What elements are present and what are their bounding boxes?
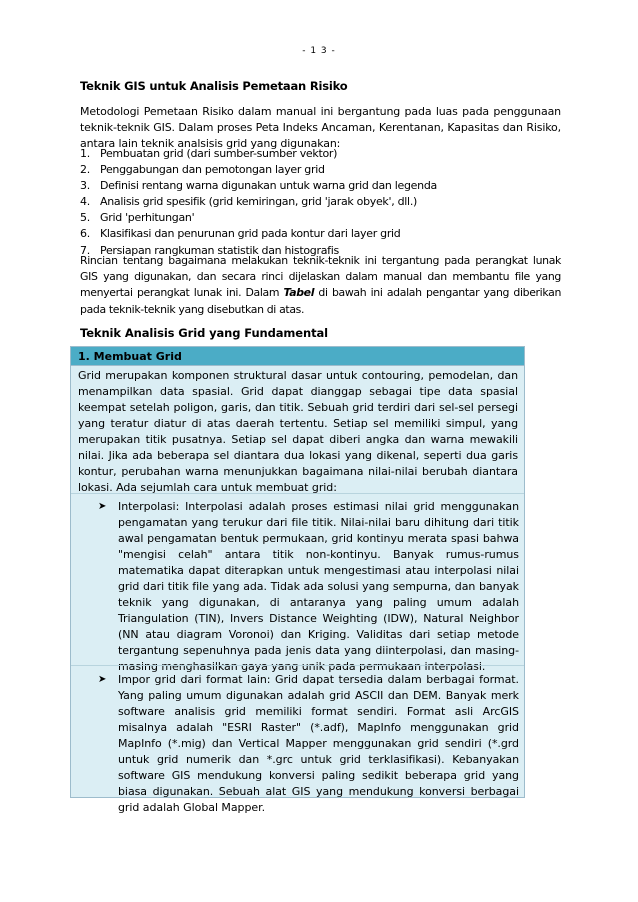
section-heading-grid-analysis: Teknik Analisis Grid yang Fundamental	[80, 326, 328, 340]
section-heading-gis-techniques: Teknik GIS untuk Analisis Pemetaan Risiko	[80, 79, 348, 93]
list-number: 7.	[80, 243, 90, 257]
list-text: Klasifikasi dan penurunan grid pada kontur dari layer grid	[100, 227, 401, 241]
technique-list	[80, 146, 550, 259]
list-item	[80, 146, 550, 162]
list-number: 5.	[80, 211, 90, 225]
bullet-text-interpolation: Interpolasi: Interpolasi adalah proses estimasi nilai grid menggunakan pengamatan yang terukur dari file titik. Nilai-nilai baru dihitung dari titik awal pengamatan bentuk permukaan, grid kontinyu merata spasi bahwa "mengisi celah" antara titik non-kontinyu. Banyak rumus-rumus matematika dapat diterapkan untuk mengestimasi atau interpolasi nilai grid dari titik file yang ada. Tidak ada solusi yang sempurna, dan banyak teknik yang digunakan, di antaranya yang paling umum adalah Triangulation (TIN), Invers Distance Weighting (IDW), Natural Neighbor (NN atau diagram Voronoi) dan Kriging. Validitas dari setiap metode tergantung sepenuhnya pada jenis data yang diinterpolasi, dan masing-masing menghasilkan gaya yang unik pada permukaan interpolasi.	[118, 500, 519, 673]
list-text: Grid 'perhitungan'	[100, 211, 195, 225]
list-text: Definisi rentang warna digunakan untuk warna grid dan legenda	[100, 179, 437, 193]
list-item	[98, 499, 519, 675]
arrow-right-icon: ➤	[98, 501, 107, 512]
table-intro-text: Grid merupakan komponen struktural dasar untuk contouring, pemodelan, dan menampilkan data spasial. Grid dapat dianggap sebagai tipe data spasial keempat setelah poligon, garis, dan titik. Sebuah grid terdiri dari sel-sel persegi yang teratur diatur di atas daerah tertentu. Setiap sel memiliki simpul, yang merupakan titik pusatnya. Setiap sel dapat diberi angka dan warna mewakili nilai. Jika ada beberapa sel diantara dua lokasi yang dikenal, seperti dua garis kontur, perubahan warna menunjukkan bagaimana nilai-nilai berubah diantara lokasi. Ada sejumlah cara untuk membuat grid:	[78, 369, 518, 494]
table-reference-link: Tabel	[283, 286, 315, 300]
list-text: Pembuatan grid (dari sumber-sumber vektor)	[100, 147, 338, 160]
list-number: 4.	[80, 195, 90, 209]
list-number: 3.	[80, 179, 90, 193]
table-divider	[71, 665, 524, 666]
list-item	[80, 194, 550, 210]
detail-text-before: Rincian tentang bagaimana melakukan teknik-teknik ini tergantung pada perangkat lunak GIS yang digunakan, dan secara rinci dijelaskan dalam manual dan membantu file yang menyertai perangkat lunak ini. Dalam	[80, 254, 561, 300]
list-item	[80, 226, 550, 242]
grid-technique-table	[70, 346, 525, 814]
bullet-text-import-grid: Impor grid dari format lain: Grid dapat tersedia dalam berbagai format. Yang paling umum digunakan adalah grid ASCII dan DEM. Banyak merk software analisis grid memiliki format sendiri. Format asli ArcGIS misalnya adalah "ESRI Raster" (*.adf), MapInfo menggunakan grid MapInfo (*.mig) dan Vertical Mapper menggunakan grid sendiri (*.grd untuk grid numerik dan *.grc untuk grid terklasifikasi). Kebanyakan software GIS mendukung konversi paling sedikit beberapa grid yang biasa digunakan. Sebuah alat GIS yang mendukung konversi berbagai grid adalah Global Mapper.	[118, 673, 519, 814]
intro-paragraph: Metodologi Pemetaan Risiko dalam manual ini bergantung pada luas pada penggunaan teknik-teknik GIS. Dalam proses Peta Indeks Ancaman, Kerentanan, Kapasitas dan Risiko, antara lain teknik analsisis grid yang digunakan:	[80, 105, 561, 151]
table-divider	[71, 493, 524, 494]
list-item	[98, 672, 519, 816]
list-text: Persiapan rangkuman statistik dan histografis	[100, 243, 339, 257]
list-text: Penggabungan dan pemotongan layer grid	[100, 163, 325, 177]
list-item	[80, 178, 550, 194]
list-text: Analisis grid spesifik (grid kemiringan, grid 'jarak obyek', dll.)	[100, 195, 418, 209]
list-item	[80, 162, 550, 178]
list-item	[80, 210, 550, 226]
list-number: 1.	[80, 147, 90, 160]
list-number: 2.	[80, 163, 90, 177]
list-number: 6.	[80, 227, 90, 241]
detail-paragraph	[80, 253, 561, 318]
arrow-right-icon: ➤	[98, 674, 107, 685]
detail-text-after: di bawah ini adalah pengantar yang diberikan pada teknik-teknik yang disebutkan di atas.	[80, 286, 561, 316]
table-header: 1. Membuat Grid	[71, 347, 524, 366]
page-number: - 1 3 -	[302, 46, 336, 56]
